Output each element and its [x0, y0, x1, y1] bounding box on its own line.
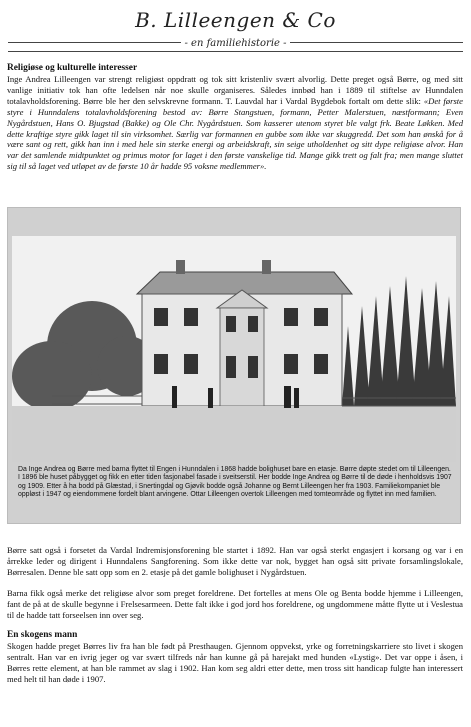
header-title: B. Lilleengen & Co [135, 8, 336, 32]
header-rule-bottom [8, 51, 463, 52]
header-subtitle: - en familiehistorie - [181, 38, 289, 49]
quote-text: «Det første styre i Hunndalens totalavholdsforening bestod av: Børre Stangstuen, formann, Petter Malerstuen, næstformann; Even Nygårdstuen, Hans O. Bjugstad (Bakke) og Ole Chr. Nygårdstuen. Som kasserer utenom styret ble valgt frk. Beate Løkken. Med dette kraftige styre gikk laget til sin virksomhet. Særlig var formannen en gubbe som ikke var skuggredd. Det som han ønskå for å være sant og rett, gikk han inn i med hele sin sterke energi og arbeidskraft, sin seige utholdenhet og sitt dype religiøse alvor. Han var det samlende midtpunktet og primus motor for laget i den første vanskelige tid. Mange gikk trett og falt fra; men mange sluttet sig til så laget ved utløpet av de første 10 år hadde 95 voksne medlemmer». [7, 95, 463, 172]
body-text: Inge Andrea Lilleengen var strengt religiøst oppdratt og tok sitt kristenliv svært alvorlig. Dette preget også Børre, og med sitt vanlige initiativ tok han ofte ledelsen når noe skulle organiseres. Således innbød han i 1889 til stiftelse av Hunndalen totalavholdsforening. Børre ble her den selvskrevne formann. T. Lauvdal har i Vardal Bygdebok fortalt om dette slik: [7, 74, 463, 106]
paragraph: Barna fikk også merke det religiøse alvor som preget foreldrene. Det fortelles at mens Ole og Benta bodde hjemme i Lilleengen, fant de på at de skulle begynne i Frelsesarmeen. Dette falt ikke i god jord hos foreldrene, og ungdommene måtte flytte ut i Veslestua til de hadde tatt forseelsen inn over seg. [7, 587, 463, 620]
page-header [0, 0, 471, 56]
header-subtitle-wrap [0, 38, 471, 49]
section-heading-forest: En skogens mann [7, 630, 78, 641]
section-religious [7, 63, 463, 172]
section-continued [7, 545, 463, 685]
section-body [7, 74, 463, 172]
house-photo [12, 236, 456, 462]
section-body-forest: Skogen hadde preget Børres liv fra han ble født på Presthaugen. Gjennom oppvekst, yrke og forretningskarriere sto livet i skogen sentralt. Han var en ivrig jeger og var svært tilfreds når han kunne gå på harejakt med hunden «Lystig». Det var oppe i åsen, i Børres rette element, at han ble rammet av slag i 1902. Han kom seg aldri etter dette, men tross sitt handicap fulgte han interessert med helt til han døde i 1907. [7, 641, 463, 685]
paragraph: Børre satt også i forsetet da Vardal Indremisjonsforening ble startet i 1892. Han var også sterkt engasjert i korsang og var i en årrekke leder og dirigent i Hunndalens Sangforening. Som ikke dette var nok, bygget han også sitt private forsamlingslokale, Børresalen. Denne ble satt opp som en 2. etasje på det gamle bolighuset i Nygårdstuen. [7, 545, 463, 577]
photo-box [7, 207, 461, 524]
photo-caption: Da Inge Andrea og Børre med barna flyttet til Engen i Hunndalen i 1868 hadde bolighuset bare en etasje. Børre døpte stedet om til Lilleengen. I 1896 ble huset påbygget og fikk en etter tiden fasjonabel fasade i sveitserstil. Her bodde Inge Andrea og Børre til de døde i henholdsvis 1907 og 1909. Etter å ha bodd på Glæstad, i Snertingdal og Gjøvik bodde også Johanne og Bernt Lilleengen her fra 1903. Familiekompaniet ble oppløst i 1947 og eiendommene fordelt blant arvingene. Ottar Lilleengen overtok Lilleengen med tomteområde og flyttet inn med familien. [18, 466, 452, 499]
section-heading: Religiøse og kulturelle interesser [7, 63, 138, 73]
